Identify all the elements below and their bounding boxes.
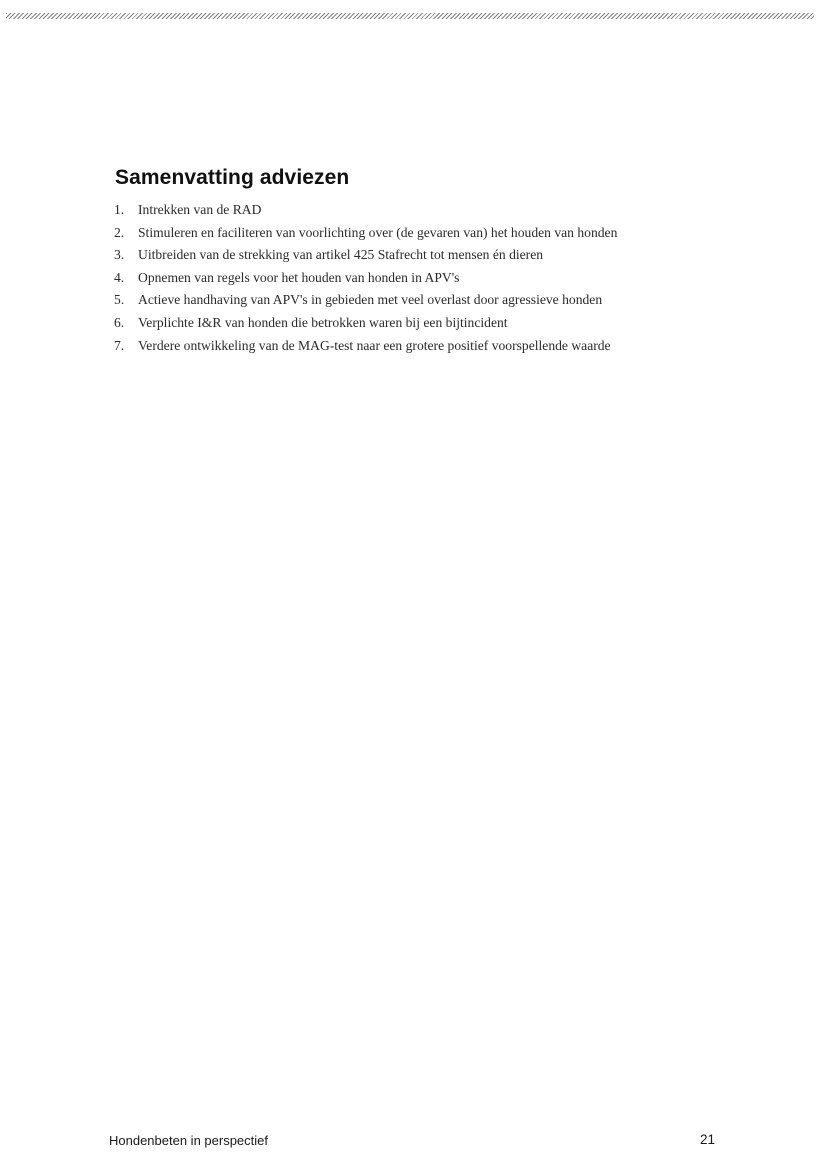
list-item-number: 4. [114, 269, 125, 285]
advice-list [114, 199, 617, 357]
footer-document-title: Hondenbeten in perspectief [109, 1133, 269, 1148]
list-item-number: 6. [114, 314, 125, 330]
list-item [114, 335, 617, 358]
list-item-number: 1. [114, 202, 125, 217]
list-item-text: Stimuleren en faciliteren van voorlichting over (de gevaren van) het houden van honden [138, 224, 618, 240]
header-border [6, 13, 814, 19]
section-heading: Samenvatting adviezen [115, 166, 350, 189]
list-item [114, 312, 617, 335]
list-item-text: Uitbreiden van de strekking van artikel 425 Stafrecht tot mensen én dieren [138, 247, 544, 263]
list-item [114, 244, 617, 267]
list-item-text: Intrekken van de RAD [138, 202, 262, 217]
list-item [114, 222, 617, 245]
list-item-text: Verdere ontwikkeling van de MAG-test naar een grotere positief voorspellende waarde [138, 337, 611, 353]
list-item-text: Actieve handhaving van APV's in gebieden met veel overlast door agressieve honden [138, 292, 603, 308]
list-item-number: 7. [114, 337, 125, 353]
list-item [114, 199, 617, 222]
list-item [114, 267, 617, 290]
list-item-text: Verplichte I&R van honden die betrokken waren bij een bijtincident [138, 314, 508, 330]
list-item-text: Opnemen van regels voor het houden van honden in APV's [138, 269, 460, 285]
list-item [114, 289, 617, 312]
page-number: 21 [700, 1132, 716, 1147]
list-item-number: 3. [114, 247, 125, 263]
list-item-number: 2. [114, 224, 125, 240]
list-item-number: 5. [114, 292, 125, 308]
